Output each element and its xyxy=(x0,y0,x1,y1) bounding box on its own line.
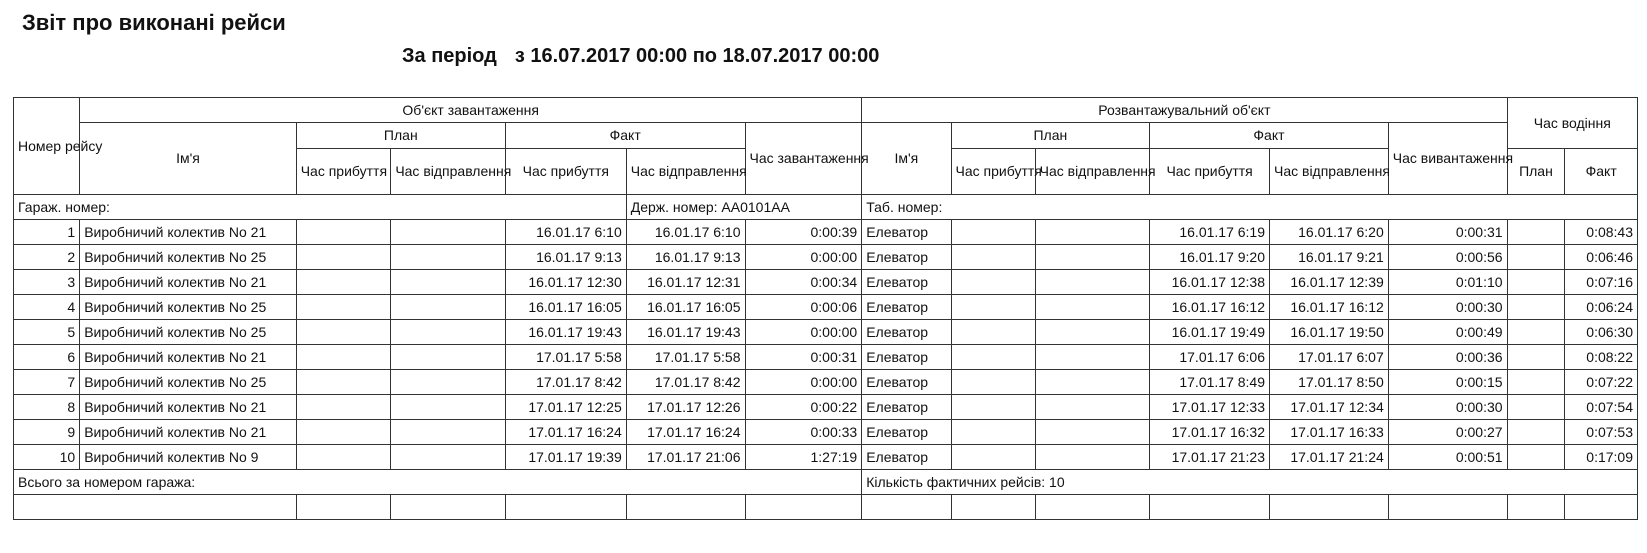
cell-load-fact-arrival: 17.01.17 12:25 xyxy=(505,395,626,420)
cell-unload-plan-arrival xyxy=(951,295,1035,320)
cell-unload-fact-departure: 17.01.17 21:24 xyxy=(1270,445,1389,470)
cell-unload-name: Елеватор xyxy=(862,295,951,320)
cell-unload-fact-arrival: 16.01.17 9:20 xyxy=(1150,245,1270,270)
cell-load-plan-arrival xyxy=(296,370,391,395)
cell-unload-fact-departure: 16.01.17 19:50 xyxy=(1270,320,1389,345)
table-header xyxy=(14,98,1638,195)
cell-unloading-time: 0:00:30 xyxy=(1388,295,1507,320)
cell-driving-plan xyxy=(1507,220,1565,245)
cell-loading-time: 0:00:00 xyxy=(745,245,862,270)
cell-load-plan-arrival xyxy=(296,245,391,270)
cell-load-fact-arrival: 17.01.17 5:58 xyxy=(505,345,626,370)
cell-unloading-time: 0:00:30 xyxy=(1388,395,1507,420)
cell-unload-plan-arrival xyxy=(951,245,1035,270)
cell-load-fact-departure: 16.01.17 12:31 xyxy=(626,270,745,295)
period-value: з 16.07.2017 00:00 по 18.07.2017 00:00 xyxy=(514,45,880,67)
cell-loading-time: 0:00:34 xyxy=(745,270,862,295)
cell-driving-fact: 0:07:16 xyxy=(1565,270,1638,295)
cell-unloading-time: 0:00:56 xyxy=(1388,245,1507,270)
cell-driving-plan xyxy=(1507,245,1565,270)
table-row xyxy=(14,370,1638,395)
cell-unload-fact-arrival: 17.01.17 12:33 xyxy=(1150,395,1270,420)
cell-load-plan-arrival xyxy=(296,295,391,320)
header-unload-plan: План xyxy=(951,123,1150,149)
cell-load-name: Виробничий колектив No 25 xyxy=(80,370,297,395)
header-load-plan-departure: Час відправлення xyxy=(391,149,506,195)
cell-driving-plan xyxy=(1507,270,1565,295)
header-driving-fact: Факт xyxy=(1565,149,1638,195)
cell-load-fact-departure: 17.01.17 12:26 xyxy=(626,395,745,420)
table-row xyxy=(14,345,1638,370)
cell-load-fact-departure: 17.01.17 16:24 xyxy=(626,420,745,445)
cell-load-plan-departure xyxy=(391,445,506,470)
cell-load-fact-departure: 16.01.17 16:05 xyxy=(626,295,745,320)
cell-unloading-time: 0:00:36 xyxy=(1388,345,1507,370)
cell-unload-plan-departure xyxy=(1035,395,1150,420)
report-title: Звіт про виконані рейси xyxy=(22,10,286,35)
cell-unload-plan-departure xyxy=(1035,295,1150,320)
cell-unload-fact-arrival: 17.01.17 16:32 xyxy=(1150,420,1270,445)
empty-cell xyxy=(862,495,951,520)
table-row xyxy=(14,270,1638,295)
cell-load-fact-arrival: 17.01.17 8:42 xyxy=(505,370,626,395)
cell-load-plan-arrival xyxy=(296,445,391,470)
cell-loading-time: 0:00:33 xyxy=(745,420,862,445)
header-load-object: Об'єкт завантаження xyxy=(80,98,862,123)
cell-driving-plan xyxy=(1507,370,1565,395)
cell-unloading-time: 0:00:51 xyxy=(1388,445,1507,470)
cell-unload-fact-arrival: 16.01.17 6:19 xyxy=(1150,220,1270,245)
cell-load-fact-departure: 17.01.17 5:58 xyxy=(626,345,745,370)
cell-driving-plan xyxy=(1507,345,1565,370)
cell-unload-plan-departure xyxy=(1035,345,1150,370)
empty-cell xyxy=(296,495,391,520)
cell-load-plan-departure xyxy=(391,220,506,245)
cell-unload-plan-departure xyxy=(1035,420,1150,445)
cell-driving-fact: 0:07:53 xyxy=(1565,420,1638,445)
cell-driving-fact: 0:07:22 xyxy=(1565,370,1638,395)
cell-unload-fact-departure: 17.01.17 12:34 xyxy=(1270,395,1389,420)
empty-cell xyxy=(1388,495,1507,520)
cell-unload-fact-arrival: 17.01.17 8:49 xyxy=(1150,370,1270,395)
header-unloading-time: Час вивантаження xyxy=(1388,123,1507,195)
cell-loading-time: 0:00:31 xyxy=(745,345,862,370)
cell-unloading-time: 0:01:10 xyxy=(1388,270,1507,295)
cell-load-plan-departure xyxy=(391,320,506,345)
cell-unload-name: Елеватор xyxy=(862,245,951,270)
table-row xyxy=(14,220,1638,245)
cell-unload-name: Елеватор xyxy=(862,345,951,370)
cell-unload-plan-arrival xyxy=(951,445,1035,470)
header-unload-fact-departure: Час відправлення xyxy=(1270,149,1389,195)
empty-cell xyxy=(745,495,862,520)
cell-unload-fact-departure: 17.01.17 6:07 xyxy=(1270,345,1389,370)
trip-rows xyxy=(14,220,1638,470)
table-row xyxy=(14,320,1638,345)
empty-cell xyxy=(1565,495,1638,520)
empty-cell xyxy=(951,495,1035,520)
empty-cell xyxy=(391,495,506,520)
tab-number: Таб. номер: xyxy=(862,195,1638,220)
cell-driving-fact: 0:08:22 xyxy=(1565,345,1638,370)
fact-trips-count: Кількість фактичних рейсів: 10 xyxy=(862,470,1638,495)
cell-unload-name: Елеватор xyxy=(862,320,951,345)
table-footer xyxy=(14,470,1638,520)
cell-unload-fact-departure: 16.01.17 16:12 xyxy=(1270,295,1389,320)
cell-unload-fact-departure: 17.01.17 8:50 xyxy=(1270,370,1389,395)
cell-trip-number: 7 xyxy=(14,370,80,395)
cell-load-plan-arrival xyxy=(296,345,391,370)
cell-unload-name: Елеватор xyxy=(862,420,951,445)
cell-trip-number: 3 xyxy=(14,270,80,295)
empty-cell xyxy=(14,495,297,520)
header-loading-time: Час завантаження xyxy=(745,123,862,195)
cell-load-plan-departure xyxy=(391,245,506,270)
table-row xyxy=(14,445,1638,470)
header-driving-plan: План xyxy=(1507,149,1565,195)
cell-load-name: Виробничий колектив No 25 xyxy=(80,320,297,345)
header-load-fact-arrival: Час прибуття xyxy=(505,149,626,195)
header-unload-object: Розвантажувальний об'єкт xyxy=(862,98,1507,123)
header-load-plan-arrival: Час прибуття xyxy=(296,149,391,195)
cell-unload-plan-departure xyxy=(1035,320,1150,345)
cell-load-fact-arrival: 16.01.17 6:10 xyxy=(505,220,626,245)
cell-load-name: Виробничий колектив No 21 xyxy=(80,270,297,295)
cell-loading-time: 0:00:06 xyxy=(745,295,862,320)
cell-load-fact-departure: 16.01.17 9:13 xyxy=(626,245,745,270)
cell-unloading-time: 0:00:15 xyxy=(1388,370,1507,395)
cell-driving-plan xyxy=(1507,295,1565,320)
cell-load-plan-departure xyxy=(391,270,506,295)
cell-load-fact-arrival: 16.01.17 12:30 xyxy=(505,270,626,295)
cell-load-name: Виробничий колектив No 9 xyxy=(80,445,297,470)
cell-load-fact-arrival: 16.01.17 19:43 xyxy=(505,320,626,345)
cell-unload-plan-departure xyxy=(1035,220,1150,245)
cell-unload-plan-arrival xyxy=(951,345,1035,370)
cell-unloading-time: 0:00:27 xyxy=(1388,420,1507,445)
period-label: За період xyxy=(402,45,497,67)
cell-loading-time: 0:00:00 xyxy=(745,370,862,395)
cell-unload-plan-arrival xyxy=(951,420,1035,445)
header-load-name: Ім'я xyxy=(80,123,297,195)
cell-unload-plan-departure xyxy=(1035,270,1150,295)
cell-trip-number: 4 xyxy=(14,295,80,320)
cell-load-plan-departure xyxy=(391,370,506,395)
cell-driving-fact: 0:17:09 xyxy=(1565,445,1638,470)
cell-unload-name: Елеватор xyxy=(862,445,951,470)
empty-cell xyxy=(1507,495,1565,520)
cell-load-plan-departure xyxy=(391,420,506,445)
group-row xyxy=(14,195,1638,220)
empty-row xyxy=(14,495,1638,520)
cell-unloading-time: 0:00:49 xyxy=(1388,320,1507,345)
cell-unload-plan-departure xyxy=(1035,445,1150,470)
cell-driving-fact: 0:06:46 xyxy=(1565,245,1638,270)
cell-unload-fact-arrival: 16.01.17 12:38 xyxy=(1150,270,1270,295)
cell-load-name: Виробничий колектив No 25 xyxy=(80,295,297,320)
cell-trip-number: 9 xyxy=(14,420,80,445)
footer-row xyxy=(14,470,1638,495)
cell-load-plan-arrival xyxy=(296,420,391,445)
cell-load-plan-arrival xyxy=(296,320,391,345)
cell-trip-number: 1 xyxy=(14,220,80,245)
cell-unload-fact-arrival: 17.01.17 21:23 xyxy=(1150,445,1270,470)
trips-table xyxy=(13,97,1638,520)
cell-unload-name: Елеватор xyxy=(862,370,951,395)
cell-loading-time: 0:00:00 xyxy=(745,320,862,345)
cell-unloading-time: 0:00:31 xyxy=(1388,220,1507,245)
cell-load-plan-arrival xyxy=(296,220,391,245)
header-unload-fact-arrival: Час прибуття xyxy=(1150,149,1270,195)
cell-unload-fact-departure: 16.01.17 9:21 xyxy=(1270,245,1389,270)
cell-unload-fact-departure: 16.01.17 6:20 xyxy=(1270,220,1389,245)
cell-unload-fact-departure: 16.01.17 12:39 xyxy=(1270,270,1389,295)
cell-unload-fact-arrival: 16.01.17 19:49 xyxy=(1150,320,1270,345)
header-unload-plan-arrival: Час прибуття xyxy=(951,149,1035,195)
cell-driving-plan xyxy=(1507,395,1565,420)
header-load-fact-departure: Час відправлення xyxy=(626,149,745,195)
empty-cell xyxy=(1035,495,1150,520)
cell-trip-number: 2 xyxy=(14,245,80,270)
header-trip-number: Номер рейсу xyxy=(14,98,80,195)
cell-unload-plan-arrival xyxy=(951,370,1035,395)
cell-load-name: Виробничий колектив No 21 xyxy=(80,420,297,445)
cell-load-plan-arrival xyxy=(296,395,391,420)
table-row xyxy=(14,420,1638,445)
cell-unload-plan-arrival xyxy=(951,395,1035,420)
cell-trip-number: 10 xyxy=(14,445,80,470)
cell-load-plan-arrival xyxy=(296,270,391,295)
cell-load-plan-departure xyxy=(391,395,506,420)
report-period xyxy=(402,45,879,68)
cell-load-fact-arrival: 17.01.17 16:24 xyxy=(505,420,626,445)
header-unload-plan-departure: Час відправлення xyxy=(1035,149,1150,195)
cell-driving-fact: 0:06:24 xyxy=(1565,295,1638,320)
cell-unload-plan-arrival xyxy=(951,320,1035,345)
cell-unload-fact-arrival: 17.01.17 6:06 xyxy=(1150,345,1270,370)
header-driving-time: Час водіння xyxy=(1507,98,1637,149)
cell-load-name: Виробничий колектив No 21 xyxy=(80,345,297,370)
cell-driving-plan xyxy=(1507,420,1565,445)
cell-driving-plan xyxy=(1507,445,1565,470)
cell-load-plan-departure xyxy=(391,295,506,320)
cell-load-name: Виробничий колектив No 21 xyxy=(80,220,297,245)
table-body xyxy=(14,195,1638,220)
cell-unload-fact-arrival: 16.01.17 16:12 xyxy=(1150,295,1270,320)
cell-driving-fact: 0:08:43 xyxy=(1565,220,1638,245)
cell-load-fact-departure: 17.01.17 8:42 xyxy=(626,370,745,395)
cell-unload-fact-departure: 17.01.17 16:33 xyxy=(1270,420,1389,445)
cell-loading-time: 1:27:19 xyxy=(745,445,862,470)
cell-loading-time: 0:00:22 xyxy=(745,395,862,420)
cell-load-fact-departure: 16.01.17 19:43 xyxy=(626,320,745,345)
cell-trip-number: 6 xyxy=(14,345,80,370)
cell-unload-plan-departure xyxy=(1035,245,1150,270)
table-row xyxy=(14,395,1638,420)
cell-unload-name: Елеватор xyxy=(862,395,951,420)
cell-load-fact-departure: 17.01.17 21:06 xyxy=(626,445,745,470)
table-row xyxy=(14,295,1638,320)
header-unload-name: Ім'я xyxy=(862,123,951,195)
empty-cell xyxy=(1150,495,1270,520)
cell-load-name: Виробничий колектив No 21 xyxy=(80,395,297,420)
cell-driving-fact: 0:06:30 xyxy=(1565,320,1638,345)
cell-load-fact-arrival: 17.01.17 19:39 xyxy=(505,445,626,470)
cell-driving-fact: 0:07:54 xyxy=(1565,395,1638,420)
table-row xyxy=(14,245,1638,270)
header-load-fact: Факт xyxy=(505,123,745,149)
header-load-plan: План xyxy=(296,123,505,149)
cell-unload-name: Елеватор xyxy=(862,220,951,245)
cell-trip-number: 5 xyxy=(14,320,80,345)
state-number: Держ. номер: AA0101AA xyxy=(626,195,861,220)
cell-load-name: Виробничий колектив No 25 xyxy=(80,245,297,270)
cell-load-plan-departure xyxy=(391,345,506,370)
cell-trip-number: 8 xyxy=(14,395,80,420)
cell-loading-time: 0:00:39 xyxy=(745,220,862,245)
empty-cell xyxy=(626,495,745,520)
cell-unload-plan-departure xyxy=(1035,370,1150,395)
header-unload-fact: Факт xyxy=(1150,123,1389,149)
empty-cell xyxy=(1270,495,1389,520)
cell-unload-name: Елеватор xyxy=(862,270,951,295)
empty-cell xyxy=(505,495,626,520)
cell-driving-plan xyxy=(1507,320,1565,345)
garage-number: Гараж. номер: xyxy=(14,195,627,220)
cell-unload-plan-arrival xyxy=(951,220,1035,245)
cell-load-fact-arrival: 16.01.17 16:05 xyxy=(505,295,626,320)
total-by-garage: Всього за номером гаража: xyxy=(14,470,862,495)
cell-load-fact-departure: 16.01.17 6:10 xyxy=(626,220,745,245)
cell-unload-plan-arrival xyxy=(951,270,1035,295)
cell-load-fact-arrival: 16.01.17 9:13 xyxy=(505,245,626,270)
